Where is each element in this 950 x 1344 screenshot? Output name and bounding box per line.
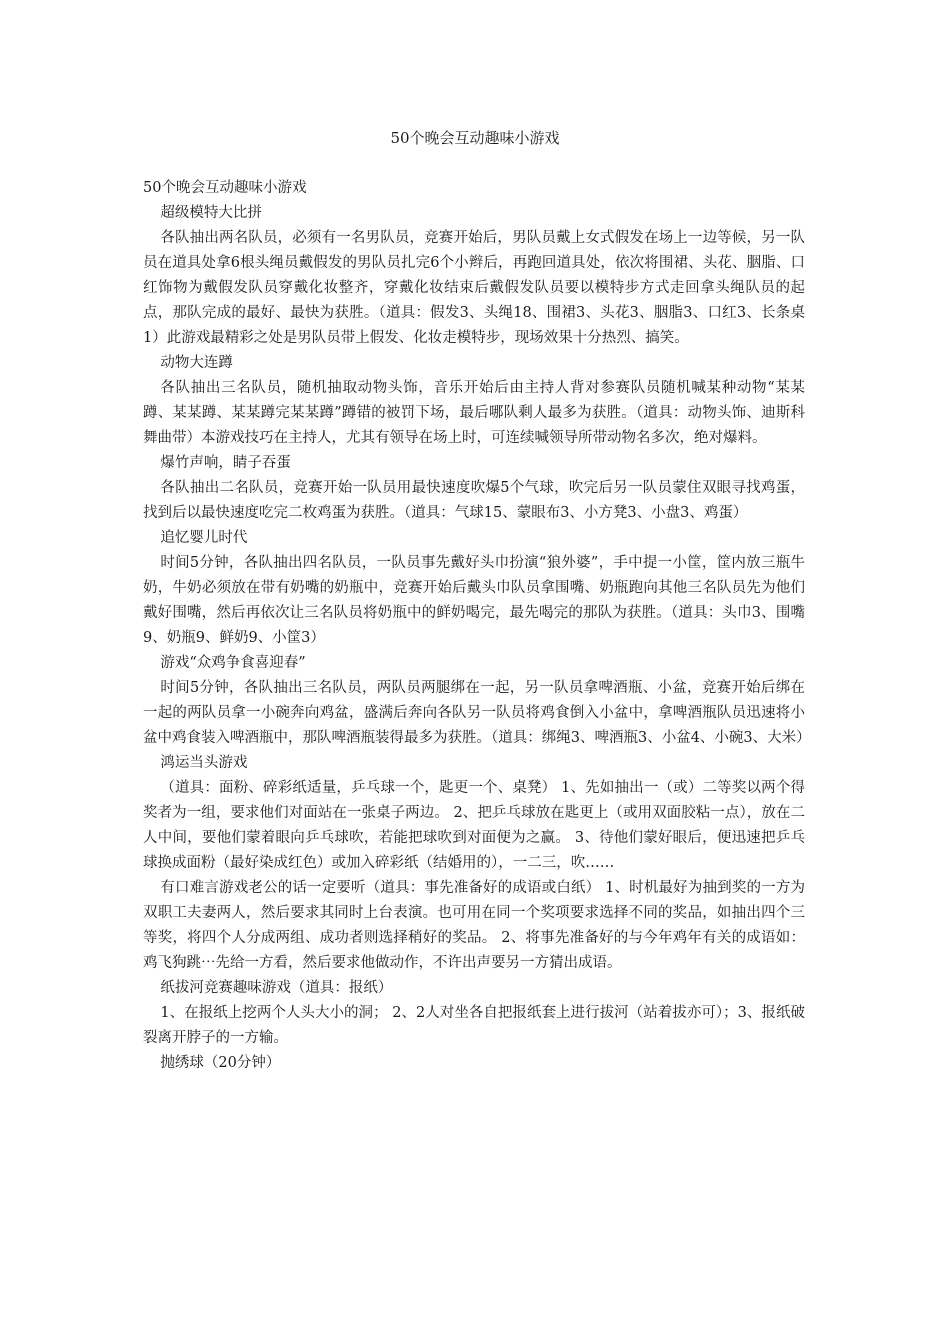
paragraph: 各队抽出二名队员，竞赛开始一队员用最快速度吹爆5个气球，吹完后另一队员蒙住双眼寻找鸡蛋，找到后以最快速度吃完二枚鸡蛋为获胜。（道具：气球15、蒙眼布3、小方凳3、小盘3、鸡蛋）	[143, 480, 805, 521]
paragraph: 有口难言游戏老公的话一定要听（道具：事先准备好的成语或白纸） 1、时机最好为抽到奖的一方为双职工夫妻两人，然后要求其同时上台表演。也可用在同一个奖项要求选择不同的奖品，如抽出四个三等奖，将四个人分成两组、成功者则选择稍好的奖品。 2、将事先准备好的与今年鸡年有关的成语如：鸡飞狗跳⋯先给一方看，然后要求他做动作，不许出声要另一方猜出成语。	[143, 880, 805, 971]
section-heading: 动物大连蹲	[160, 355, 233, 371]
section-heading: 鸿运当头游戏	[160, 755, 248, 771]
document-body	[143, 176, 811, 1076]
paragraph: 各队抽出两名队员，必须有一名男队员，竞赛开始后，男队员戴上女式假发在场上一边等候，另一队员在道具处拿6根头绳员戴假发的男队员扎完6个小辫后，再跑回道具处，依次将围裙、头花、胭脂、口红饰物为戴假发队员穿戴化妆整齐，穿戴化妆结束后戴假发队员要以模特步方式走回拿头绳队员的起点，那队完成的最好、最快为获胜。（道具：假发3、头绳18、围裙3、头花3、胭脂3、口红3、长条桌1）此游戏最精彩之处是男队员带上假发、化妆走模特步，现场效果十分热烈、搞笑。	[143, 230, 805, 346]
section-heading: 超级模特大比拼	[160, 205, 262, 221]
section-heading: 游戏“众鸡争食喜迎春”	[160, 655, 306, 671]
paragraph: 1、在报纸上挖两个人头大小的洞； 2、2人对坐各自把报纸套上进行拔河（站着拔亦可）；3、报纸破裂离开脖子的一方输。	[143, 1005, 805, 1046]
section-heading: 爆竹声响，睛子吞蛋	[160, 455, 291, 471]
intro-title: 50个晚会互动趣味小游戏	[143, 180, 307, 196]
paragraph: 时间5分钟，各队抽出四名队员，一队员事先戴好头巾扮演“狼外婆”，手中提一小筐，筐内放三瓶牛奶，牛奶必须放在带有奶嘴的奶瓶中，竞赛开始后戴头巾队员拿围嘴、奶瓶跑向其他三名队员先为他们戴好围嘴，然后再依次让三名队员将奶瓶中的鲜奶喝完，最先喝完的那队为获胜。（道具：头巾3、围嘴9、奶瓶9、鲜奶9、小筐3）	[143, 555, 805, 646]
section-heading: 追忆婴儿时代	[160, 530, 248, 546]
section-heading: 抛绣球（20分钟）	[160, 1055, 281, 1071]
document-title: 50个晚会互动趣味小游戏	[390, 129, 560, 147]
paragraph: 各队抽出三名队员，随机抽取动物头饰，音乐开始后由主持人背对参赛队员随机喊某种动物“某某蹲、某某蹲、某某蹲完某某蹲”蹲错的被罚下场，最后哪队剩人最多为获胜。（道具：动物头饰、迪斯科舞曲带）本游戏技巧在主持人，尤其有领导在场上时，可连续喊领导所带动物名多次，绝对爆料。	[143, 380, 805, 446]
paragraph: （道具：面粉、碎彩纸适量，乒乓球一个，匙更一个、桌凳） 1、先如抽出一（或）二等奖以两个得奖者为一组，要求他们对面站在一张桌子两边。 2、把乒乓球放在匙更上（或用双面胶粘一点），放在二人中间，要他们蒙着眼向乒乓球吹，若能把球吹到对面便为之赢。 3、待他们蒙好眼后，便迅速把乒乓球换成面粉（最好染成红色）或加入碎彩纸（结婚用的），一二三，吹……	[143, 780, 805, 871]
section-heading: 纸拔河竞赛趣味游戏（道具：报纸）	[160, 980, 393, 996]
paragraph: 时间5分钟，各队抽出三名队员，两队员两腿绑在一起，另一队员拿啤酒瓶、小盆，竞赛开始后绑在一起的两队员拿一小碗奔向鸡盆，盛满后奔向各队另一队员将鸡食倒入小盆中，拿啤酒瓶队员迅速将小盆中鸡食装入啤酒瓶中，那队啤酒瓶装得最多为获胜。（道具：绑绳3、啤酒瓶3、小盆4、小碗3、大米）	[143, 680, 811, 746]
